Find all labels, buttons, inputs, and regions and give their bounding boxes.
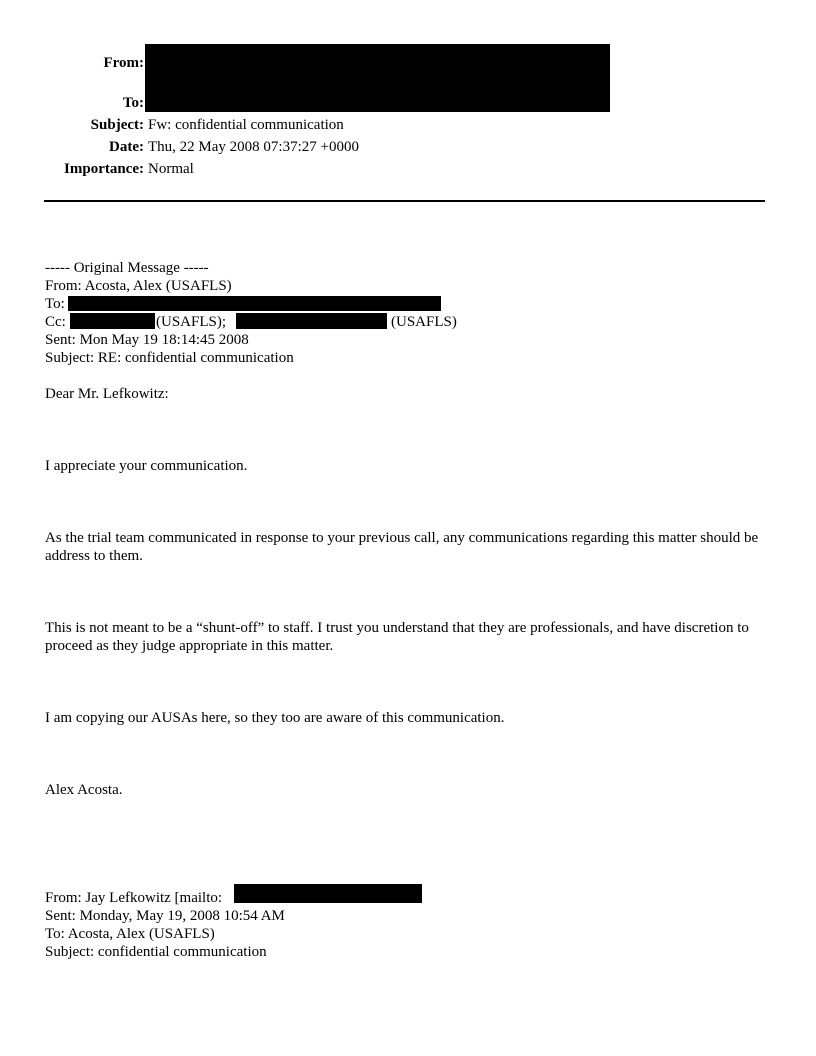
paragraph-1: I appreciate your communication. bbox=[45, 458, 248, 474]
header-date-row bbox=[0, 137, 816, 157]
original-from-line: From: Acosta, Alex (USAFLS) bbox=[45, 278, 232, 294]
forwarded-subject-line: Subject: confidential communication bbox=[45, 944, 267, 960]
header-redaction bbox=[145, 44, 610, 112]
header-to-label: To: bbox=[122, 95, 144, 111]
original-to-label: To: bbox=[45, 296, 65, 312]
original-sent-line: Sent: Mon May 19 18:14:45 2008 bbox=[45, 332, 249, 348]
forwarded-email-redaction bbox=[234, 884, 422, 903]
original-subject-line: Subject: RE: confidential communication bbox=[45, 350, 294, 366]
original-to-redaction bbox=[68, 296, 441, 311]
header-subject-value: Fw: confidential communication bbox=[148, 117, 344, 133]
original-cc-redaction-1 bbox=[70, 313, 155, 329]
paragraph-4: I am copying our AUSAs here, so they too are aware of this communication. bbox=[45, 710, 505, 726]
header-date-value: Thu, 22 May 2008 07:37:27 +0000 bbox=[148, 139, 359, 155]
forwarded-sent-line: Sent: Monday, May 19, 2008 10:54 AM bbox=[45, 908, 285, 924]
salutation: Dear Mr. Lefkowitz: bbox=[45, 386, 169, 402]
original-cc-part1: (USAFLS); bbox=[156, 314, 227, 330]
original-to-line bbox=[45, 295, 65, 313]
header-importance-value: Normal bbox=[148, 161, 194, 177]
paragraph-2: As the trial team communicated in response to your previous call, any communications regarding this matter should be address to them. bbox=[45, 530, 759, 564]
header-importance-row bbox=[0, 159, 816, 179]
original-cc-part2: (USAFLS) bbox=[391, 314, 457, 330]
original-cc-redaction-2 bbox=[236, 313, 387, 329]
header-divider bbox=[44, 200, 765, 202]
header-from-label: From: bbox=[103, 55, 144, 71]
original-message-divider: ----- Original Message ----- bbox=[45, 260, 209, 276]
header-subject-row bbox=[0, 115, 816, 135]
header-date-label: Date: bbox=[109, 139, 144, 155]
original-cc-line bbox=[45, 313, 66, 331]
paragraph-3: This is not meant to be a “shunt-off” to staff. I trust you understand that they are professionals, and have discretion to proceed as they judge appropriate in this matter. bbox=[45, 620, 749, 654]
header-importance-label: Importance: bbox=[64, 161, 144, 177]
forwarded-to-line: To: Acosta, Alex (USAFLS) bbox=[45, 926, 215, 942]
original-cc-label: Cc: bbox=[45, 314, 66, 330]
forwarded-from-line: From: Jay Lefkowitz [mailto: bbox=[45, 890, 223, 906]
signature: Alex Acosta. bbox=[45, 782, 123, 798]
header-subject-label: Subject: bbox=[90, 117, 144, 133]
